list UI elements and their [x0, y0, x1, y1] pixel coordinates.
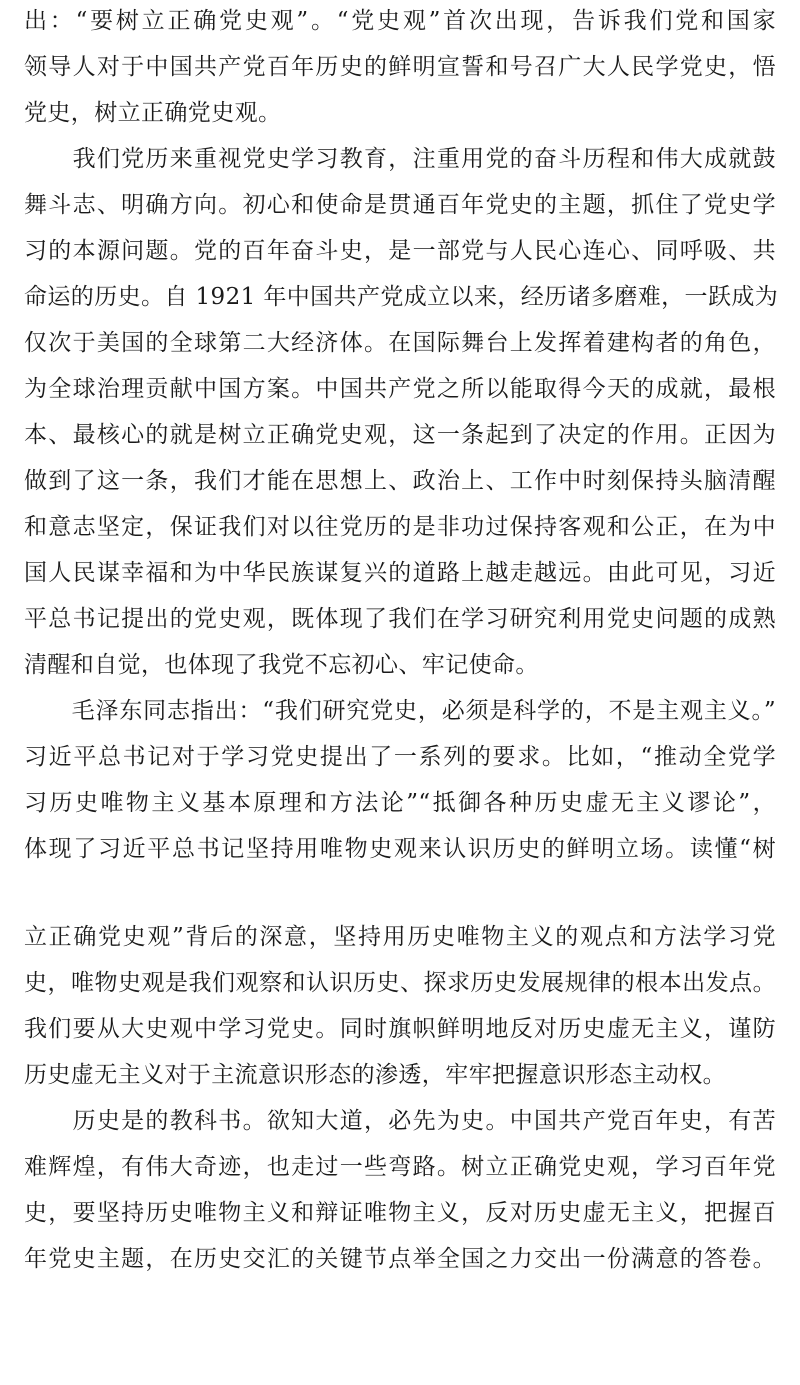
- text-line: 立正确党史观”背后的深意，坚持用历史唯物主义的观点和方法学习党: [24, 924, 776, 950]
- text-line: 和意志坚定，保证我们对以往党历的是非功过保持客观和公正，在为中: [24, 514, 776, 540]
- text-line: 命运的历史。自 1921 年中国共产党成立以来，经历诸多磨难，一跃成为: [24, 284, 779, 310]
- text-line: 习近平总书记对于学习党史提出了一系列的要求。比如，“推动全党学: [24, 744, 776, 770]
- text-line: 历史虚无主义对于主流意识形态的渗透，牢牢把握意识形态主动权。: [24, 1062, 726, 1088]
- text-line: 体现了习近平总书记坚持用唯物史观来认识历史的鲜明立场。读懂“树: [24, 836, 776, 862]
- text-line: 本、最核心的就是树立正确党史观，这一条起到了决定的作用。正因为: [24, 422, 776, 448]
- text-line: 平总书记提出的党史观，既体现了我们在学习研究利用党史问题的成熟: [24, 606, 776, 632]
- text-line: 党史，树立正确党史观。: [24, 100, 282, 126]
- text-line: 做到了这一条，我们才能在思想上、政治上、工作中时刻保持头脑清醒: [24, 468, 776, 494]
- text-line: 国人民谋幸福和为中华民族谋复兴的道路上越走越远。由此可见，习近: [24, 560, 776, 586]
- text-line: 史，要坚持历史唯物主义和辩证唯物主义，反对历史虚无主义，把握百: [24, 1200, 776, 1226]
- text-line: 领导人对于中国共产党百年历史的鲜明宣誓和号召广大人民学党史，悟: [24, 54, 776, 80]
- text-line: 历史是的教科书。欲知大道，必先为史。中国共产党百年史，有苦: [24, 1108, 776, 1134]
- text-line: 毛泽东同志指出：“我们研究党史，必须是科学的，不是主观主义。”: [24, 698, 776, 724]
- text-line: 习的本源问题。党的百年奋斗史，是一部党与人民心连心、同呼吸、共: [24, 238, 776, 264]
- text-line: 舞斗志、明确方向。初心和使命是贯通百年党史的主题，抓住了党史学: [24, 192, 776, 218]
- text-line: 出：“要树立正确党史观”。“党史观”首次出现，告诉我们党和国家: [24, 8, 776, 34]
- text-line: 史，唯物史观是我们观察和认识历史、探求历史发展规律的根本出发点。: [24, 970, 776, 996]
- text-line: 习历史唯物主义基本原理和方法论”“抵御各种历史虚无主义谬论”，: [24, 790, 776, 816]
- text-line: 难辉煌，有伟大奇迹，也走过一些弯路。树立正确党史观，学习百年党: [24, 1154, 776, 1180]
- text-line: 清醒和自觉，也体现了我党不忘初心、牢记使命。: [24, 652, 539, 678]
- text-line: 为全球治理贡献中国方案。中国共产党之所以能取得今天的成就，最根: [24, 376, 776, 402]
- text-line: 仅次于美国的全球第二大经济体。在国际舞台上发挥着建构者的角色，: [24, 330, 776, 356]
- text-line: 我们要从大史观中学习党史。同时旗帜鲜明地反对历史虚无主义，谨防: [24, 1016, 776, 1042]
- text-line: 年党史主题，在历史交汇的关键节点举全国之力交出一份满意的答卷。: [24, 1246, 776, 1272]
- text-line: 我们党历来重视党史学习教育，注重用党的奋斗历程和伟大成就鼓: [24, 146, 776, 172]
